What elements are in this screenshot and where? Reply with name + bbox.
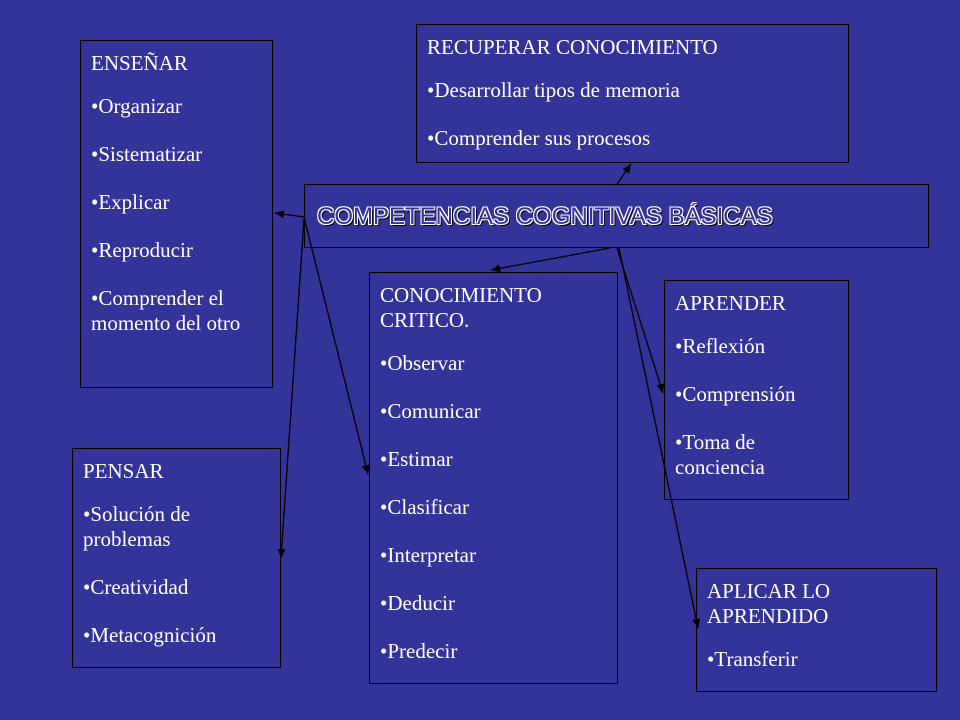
list-item xyxy=(427,126,839,151)
list-item xyxy=(91,286,263,336)
list-item xyxy=(427,78,839,103)
box-ensenar xyxy=(80,40,273,388)
item-text: Organizar xyxy=(98,94,182,118)
list-item xyxy=(380,543,608,568)
box-title: APRENDER xyxy=(675,291,786,315)
list-item xyxy=(83,575,271,600)
list-item xyxy=(91,190,263,215)
item-text: Comprender sus procesos xyxy=(434,126,651,150)
item-text: Toma de conciencia xyxy=(675,430,765,479)
box-pensar xyxy=(72,448,281,668)
arrow-to-critico-estimar xyxy=(304,217,368,474)
list-item xyxy=(91,94,263,119)
item-text: Transferir xyxy=(714,647,798,671)
item-text: Estimar xyxy=(387,447,453,471)
central-concept-label: COMPETENCIAS COGNITIVAS BÁSICAS xyxy=(317,203,773,230)
item-text: Comprensión xyxy=(682,382,796,406)
box-title: ENSEÑAR xyxy=(91,51,188,75)
item-text: Clasificar xyxy=(387,495,469,519)
list-item xyxy=(83,623,271,648)
box-title: PENSAR xyxy=(83,459,164,483)
list-item xyxy=(91,238,263,263)
item-text: Predecir xyxy=(387,639,458,663)
box-aplicar xyxy=(696,568,937,692)
item-text: Desarrollar tipos de memoria xyxy=(434,78,680,102)
box-title: CONOCIMIENTO CRITICO. xyxy=(380,283,542,332)
item-text: Metacognición xyxy=(90,623,217,647)
item-text: Sistematizar xyxy=(98,142,203,166)
list-item xyxy=(707,647,927,672)
box-aprender xyxy=(664,280,849,500)
box-title: APLICAR LO APRENDIDO xyxy=(707,579,831,628)
item-text: Deducir xyxy=(387,591,455,615)
item-text: Reproducir xyxy=(98,238,193,262)
list-item xyxy=(675,334,839,359)
list-item xyxy=(83,502,271,552)
arrow-to-pensar xyxy=(281,219,304,558)
item-text: Comunicar xyxy=(387,399,481,423)
list-item xyxy=(91,142,263,167)
list-item xyxy=(380,399,608,424)
central-concept xyxy=(304,184,929,248)
list-item xyxy=(675,430,839,480)
item-text: Explicar xyxy=(98,190,170,214)
box-title: RECUPERAR CONOCIMIENTO xyxy=(427,35,718,59)
arrow-to-critico xyxy=(491,248,610,270)
item-text: Creatividad xyxy=(90,575,189,599)
list-item xyxy=(380,495,608,520)
list-item xyxy=(675,382,839,407)
item-text: Comprender el momento del otro xyxy=(91,286,241,335)
box-critico xyxy=(369,272,618,684)
arrow-to-recuperar xyxy=(617,164,631,184)
item-text: Solución de problemas xyxy=(83,502,191,551)
arrow-to-ensenar xyxy=(275,213,304,217)
list-item xyxy=(380,591,608,616)
list-item xyxy=(380,351,608,376)
box-recuperar xyxy=(416,24,849,163)
list-item xyxy=(380,639,608,664)
item-text: Interpretar xyxy=(387,543,476,567)
item-text: Observar xyxy=(387,351,465,375)
item-text: Reflexión xyxy=(682,334,766,358)
list-item xyxy=(380,447,608,472)
